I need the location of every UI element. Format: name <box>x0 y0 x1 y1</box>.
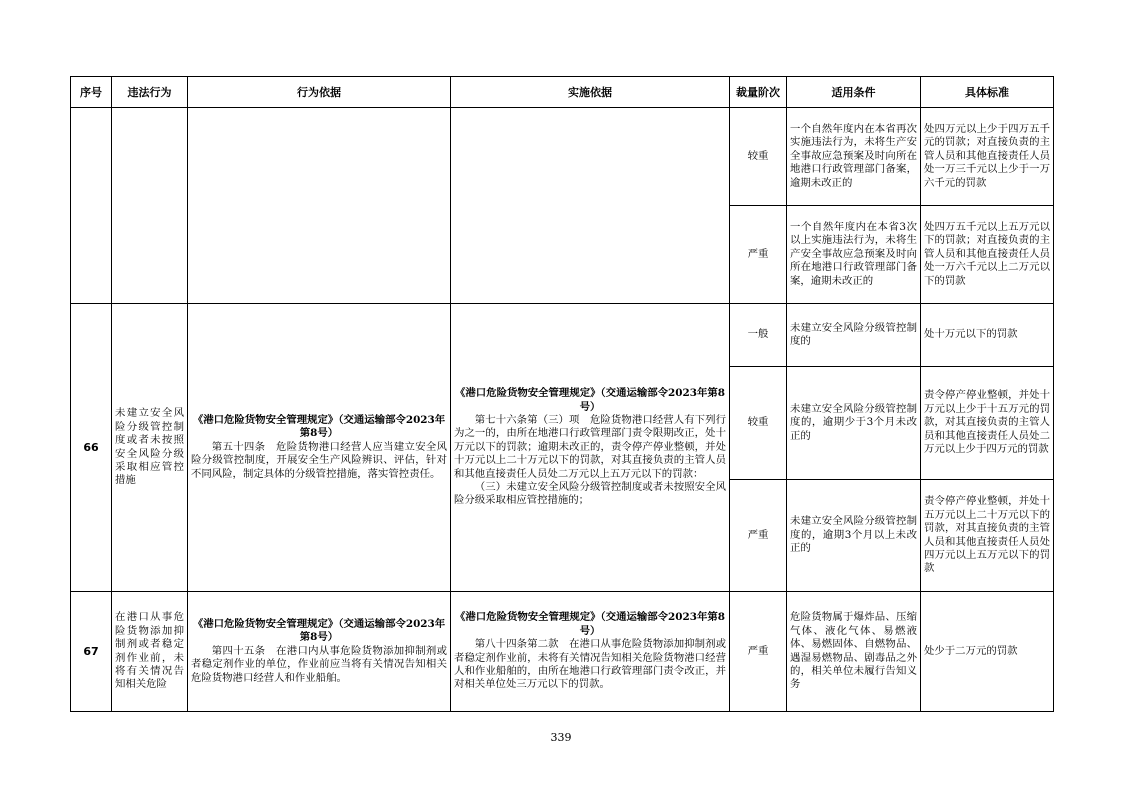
header-basis: 行为依据 <box>188 77 451 108</box>
implementation-title: 《港口危险货物安全管理规定》（交通运输部令2023年第8号） <box>455 387 725 413</box>
violation-cell: 在港口从事危险货物添加抑制剂或者稳定剂作业前，未将有关情况告知相关危险 <box>112 592 188 712</box>
header-implementation: 实施依据 <box>451 77 730 108</box>
condition-cell: 未建立安全风险分级管控制度的，逾期3个月以上未改正的 <box>787 480 921 592</box>
standard-cell: 处四万五千元以上五万元以下的罚款；对直接负责的主管人员和其他直接责任人员处一万六千元以上二万元以下的罚款 <box>921 206 1054 304</box>
level-cell: 一般 <box>730 304 787 367</box>
basis-title: 《港口危险货物安全管理规定》（交通运输部令2023年第8号） <box>192 413 446 440</box>
violation-cell <box>112 108 188 304</box>
standard-cell: 责令停产停业整顿，并处十万元以上少于十五万元的罚款，对其直接负责的主管人员和其他直接责任人员处二万元以上少于四万元的罚款 <box>921 367 1054 480</box>
header-violation: 违法行为 <box>112 77 188 108</box>
condition-cell: 一个自然年度内在本省3次以上实施违法行为，未将生产安全事故应急预案及时向所在地港口行政管理部门备案，逾期未改正的 <box>787 206 921 304</box>
seq-cell: 67 <box>71 592 112 712</box>
basis-cell <box>188 592 451 712</box>
basis-cell <box>188 108 451 304</box>
standard-cell: 处少于二万元的罚款 <box>921 592 1054 712</box>
table-row <box>71 108 1054 206</box>
condition-cell: 未建立安全风险分级管控制度的 <box>787 304 921 367</box>
standard-cell: 责令停产停业整顿，并处十五万元以上二十万元以下的罚款，对其直接负责的主管人员和其他直接责任人员处四万元以上五万元以下的罚款 <box>921 480 1054 592</box>
table-row <box>71 304 1054 367</box>
header-row <box>71 77 1054 108</box>
table-row <box>71 592 1054 712</box>
header-condition: 适用条件 <box>787 77 921 108</box>
level-cell: 严重 <box>730 206 787 304</box>
header-level: 裁量阶次 <box>730 77 787 108</box>
level-cell: 较重 <box>730 367 787 480</box>
condition-cell: 危险货物属于爆炸品、压缩气体、液化气体、易燃液体、易燃固体、自燃物品、遇湿易燃物品、剧毒品之外的，相关单位未履行告知义务 <box>787 592 921 712</box>
level-cell: 严重 <box>730 592 787 712</box>
basis-text: 第五十四条 危险货物港口经营人应当建立安全风险分级管控制度，开展安全生产风险辨识、评估，针对不同风险，制定具体的分级管控措施，落实管控责任。 <box>191 440 447 480</box>
condition-cell: 一个自然年度内在本省再次实施违法行为，未将生产安全事故应急预案及时向所在地港口行政管理部门备案，逾期未改正的 <box>787 108 921 206</box>
implementation-cell <box>451 592 730 712</box>
condition-cell: 未建立安全风险分级管控制度的，逾期少于3个月未改正的 <box>787 367 921 480</box>
standard-cell: 处四万元以上少于四万五千元的罚款；对直接负责的主管人员和其他直接责任人员处一万三千元以上少于一万六千元的罚款 <box>921 108 1054 206</box>
seq-cell: 66 <box>71 304 112 592</box>
basis-title: 《港口危险货物安全管理规定》（交通运输部令2023年第8号） <box>192 617 446 644</box>
implementation-text: （三）未建立安全风险分级管控制度或者未按照安全风险分级采取相应管控措施的； <box>454 481 726 507</box>
implementation-title: 《港口危险货物安全管理规定》（交通运输部令2023年第8号） <box>455 611 725 637</box>
page-number: 339 <box>550 731 572 744</box>
regulation-table <box>70 76 1054 712</box>
implementation-cell <box>451 304 730 592</box>
header-standard: 具体标准 <box>921 77 1054 108</box>
seq-cell <box>71 108 112 304</box>
implementation-text: 第七十六条第（三）项 危险货物港口经营人有下列行为之一的，由所在地港口行政管理部门责令限期改正，处十万元以下的罚款；逾期未改正的，责令停产停业整顿，并处十万元以上二十万元以下的罚款，对其直接负责的主管人员和其他直接责任人员处二万元以上五万元以下的罚款： <box>454 413 726 480</box>
implementation-cell <box>451 108 730 304</box>
standard-cell: 处十万元以下的罚款 <box>921 304 1054 367</box>
level-cell: 严重 <box>730 480 787 592</box>
implementation-text: 第八十四条第二款 在港口从事危险货物添加抑制剂或者稳定剂作业前，未将有关情况告知相关危险货物港口经营人和作业船舶的，由所在地港口行政管理部门责令改正，并对相关单位处三万元以下的罚款。 <box>454 638 726 691</box>
level-cell: 较重 <box>730 108 787 206</box>
header-seq: 序号 <box>71 77 112 108</box>
basis-cell <box>188 304 451 592</box>
basis-text: 第四十五条 在港口内从事危险货物添加抑制剂或者稳定剂作业的单位，作业前应当将有关情况告知相关危险货物港口经营人和作业船舶。 <box>191 644 447 684</box>
violation-cell: 未建立安全风险分级管控制度或者未按照安全风险分级采取相应管控措施 <box>112 304 188 592</box>
